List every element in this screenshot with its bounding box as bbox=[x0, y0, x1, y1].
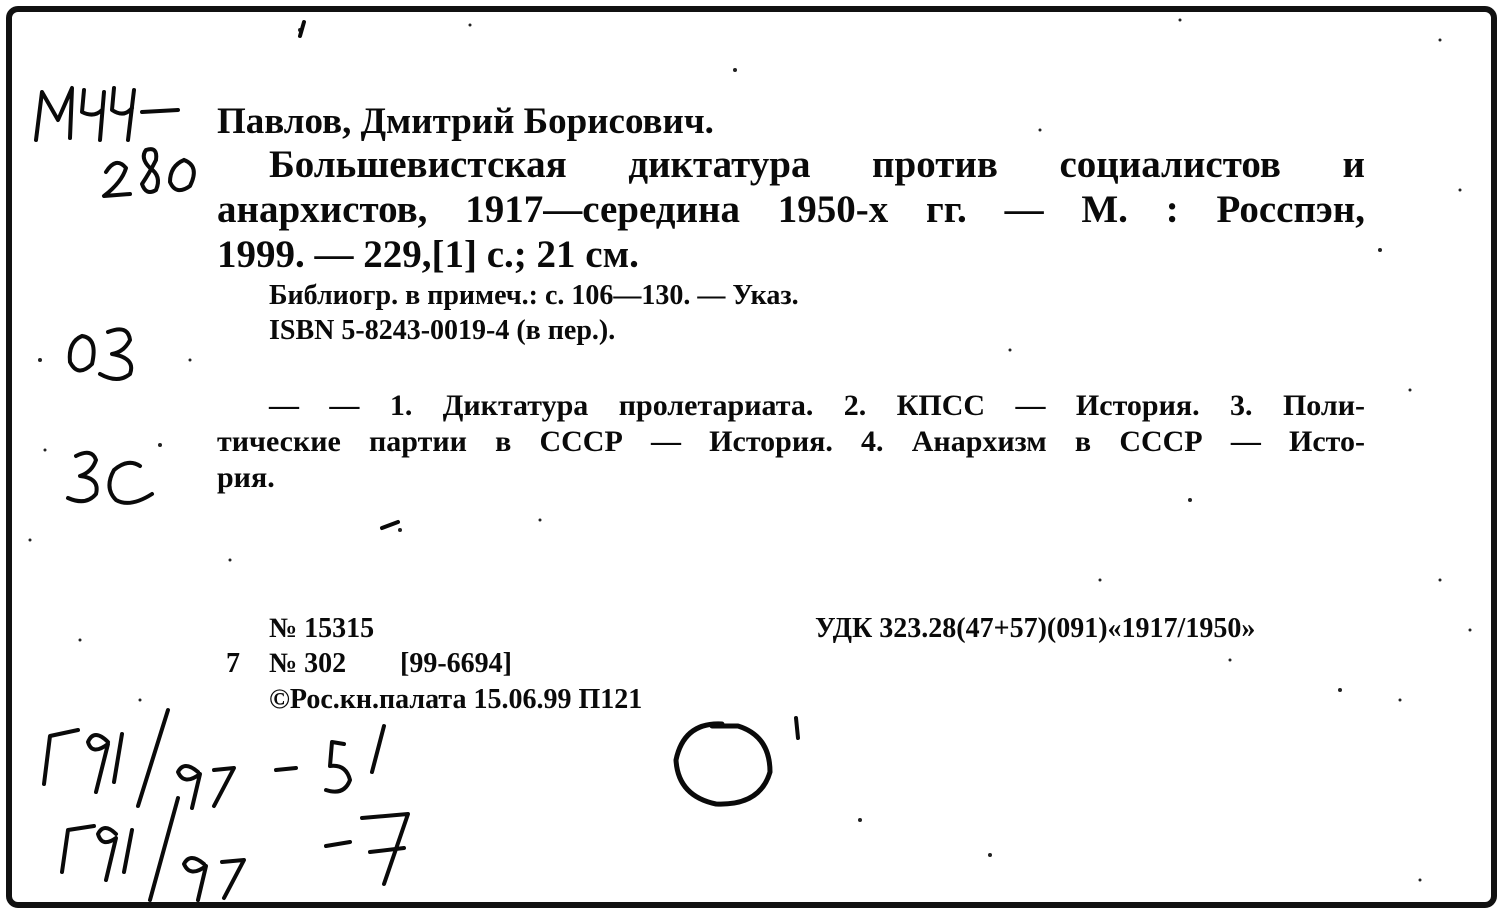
subject-line: тические партии в СССР — История. 4. Анархизм в СССР — Исто- bbox=[217, 425, 1365, 458]
print-number: № 302 bbox=[269, 648, 347, 679]
subject-headings bbox=[217, 388, 1365, 496]
udk-code: УДК 323.28(47+57)(091)«1917/1950» bbox=[815, 613, 1256, 644]
title-line: анархистов, 1917—середина 1950-х гг. — М. : Росспэн, bbox=[217, 188, 1365, 231]
title-block bbox=[217, 142, 1365, 277]
author-line: Павлов, Дмитрий Борисович. bbox=[217, 101, 714, 142]
bibliography-note: Библиогр. в примеч.: с. 106—130. — Указ. bbox=[269, 280, 799, 311]
title-line: Большевистская диктатура против социалистов и bbox=[269, 143, 1365, 186]
copyright-line: ©Рос.кн.палата 15.06.99 П121 bbox=[269, 684, 643, 715]
title-line: 1999. — 229,[1] с.; 21 см. bbox=[217, 233, 639, 276]
isbn-note: ISBN 5-8243-0019-4 (в пер.). bbox=[269, 315, 616, 346]
card-number: № 15315 bbox=[269, 613, 375, 644]
print-reference: [99-6694] bbox=[400, 648, 512, 679]
subject-line: — — 1. Диктатура пролетариата. 2. КПСС — История. 3. Поли- bbox=[269, 389, 1365, 422]
subject-line: рия. bbox=[217, 461, 275, 494]
margin-digit: 7 bbox=[226, 648, 240, 679]
